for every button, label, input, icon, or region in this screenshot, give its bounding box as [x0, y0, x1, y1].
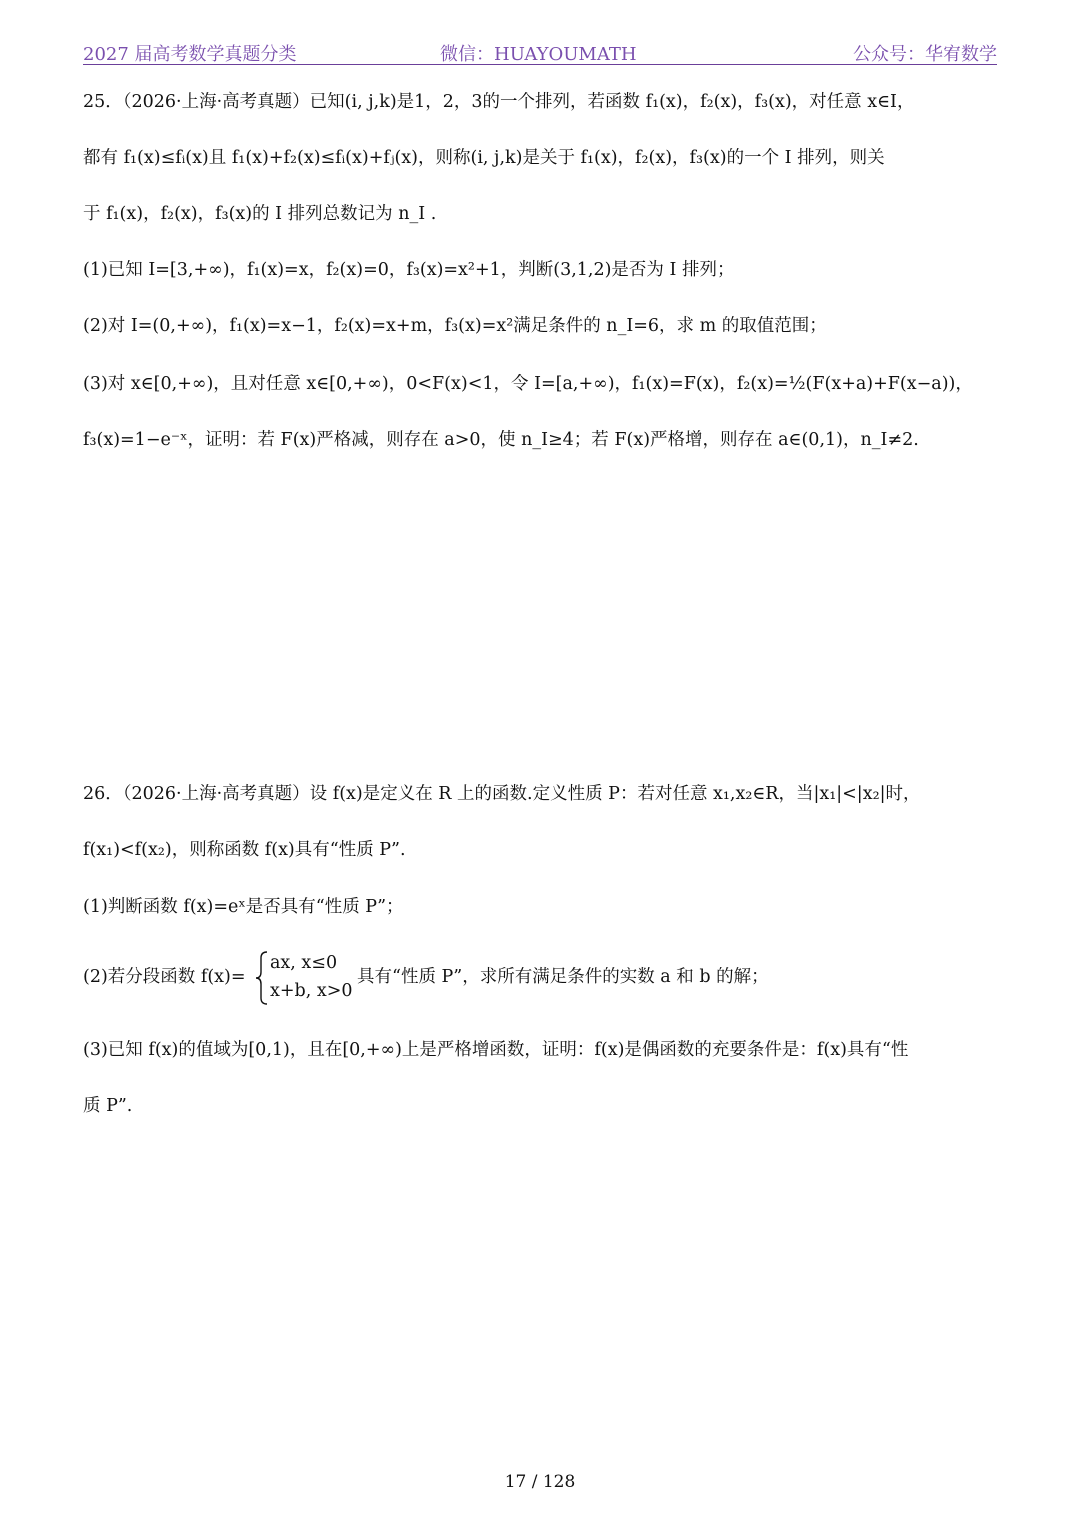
problem25-line2: 都有 f₁(x)≤fᵢ(x)且 f₁(x)+f₂(x)≤fᵢ(x)+fⱼ(x)，则称(i, j,k)是关于 f₁(x)，f₂(x)，f₃(x)的一个 I 排列，则关	[83, 148, 885, 168]
problem26-line2: f(x₁)<f(x₂)，则称函数 f(x)具有“性质 P”.	[83, 840, 406, 860]
problem25-part2: (2)对 I=(0,+∞)，f₁(x)=x−1，f₂(x)=x+m，f₃(x)=x²满足条件的 n_I=6，求 m 的取值范围；	[83, 316, 827, 336]
header-public-account: 公众号：华宥数学	[853, 44, 997, 65]
left-brace-icon	[254, 950, 270, 1006]
page-number: 17 / 128	[504, 1472, 576, 1492]
problem26-part2-prefix: (2)若分段函数 f(x)=	[83, 967, 246, 987]
header-title: 2027 届高考数学真题分类	[83, 44, 297, 65]
problem25-line3: 于 f₁(x)，f₂(x)，f₃(x)的 I 排列总数记为 n_I .	[83, 204, 437, 224]
page-header	[83, 38, 997, 65]
problem26-part2-suffix: 具有“性质 P”，求所有满足条件的实数 a 和 b 的解；	[357, 967, 769, 987]
piecewise-cases	[254, 950, 364, 1006]
problem25-part1: (1)已知 I=[3,+∞)，f₁(x)=x，f₂(x)=0，f₃(x)=x²+1，判断(3,1,2)是否为 I 排列；	[83, 260, 735, 280]
header-wechat: 微信：HUAYOUMATH	[440, 44, 637, 65]
case-2: x+b, x>0	[270, 981, 353, 1001]
problem25-part3b: f₃(x)=1−e⁻ˣ，证明：若 F(x)严格减，则存在 a>0，使 n_I≥4；若 F(x)严格增，则存在 a∈(0,1)，n_I≠2.	[83, 430, 919, 450]
problem26-line1: 26．（2026·上海·高考真题）设 f(x)是定义在 R 上的函数.定义性质 P：若对任意 x₁,x₂∈R，当|x₁|<|x₂|时，	[83, 784, 921, 804]
problem25-line1: 25．（2026·上海·高考真题）已知(i, j,k)是1，2，3的一个排列，若函数 f₁(x)，f₂(x)，f₃(x)，对任意 x∈I，	[83, 92, 915, 112]
problem26-part1: (1)判断函数 f(x)=eˣ是否具有“性质 P”；	[83, 897, 404, 917]
case-1: ax, x≤0	[270, 953, 338, 973]
problem26-part3b: 质 P”.	[83, 1096, 133, 1116]
problem26-part3a: (3)已知 f(x)的值域为[0,1)，且在[0,+∞)上是严格增函数，证明：f(x)是偶函数的充要条件是：f(x)具有“性	[83, 1040, 909, 1060]
problem25-part3a: (3)对 x∈[0,+∞)，且对任意 x∈[0,+∞)，0<F(x)<1，令 I=[a,+∞)，f₁(x)=F(x)，f₂(x)=½(F(x+a)+F(x−a))，	[83, 374, 973, 394]
